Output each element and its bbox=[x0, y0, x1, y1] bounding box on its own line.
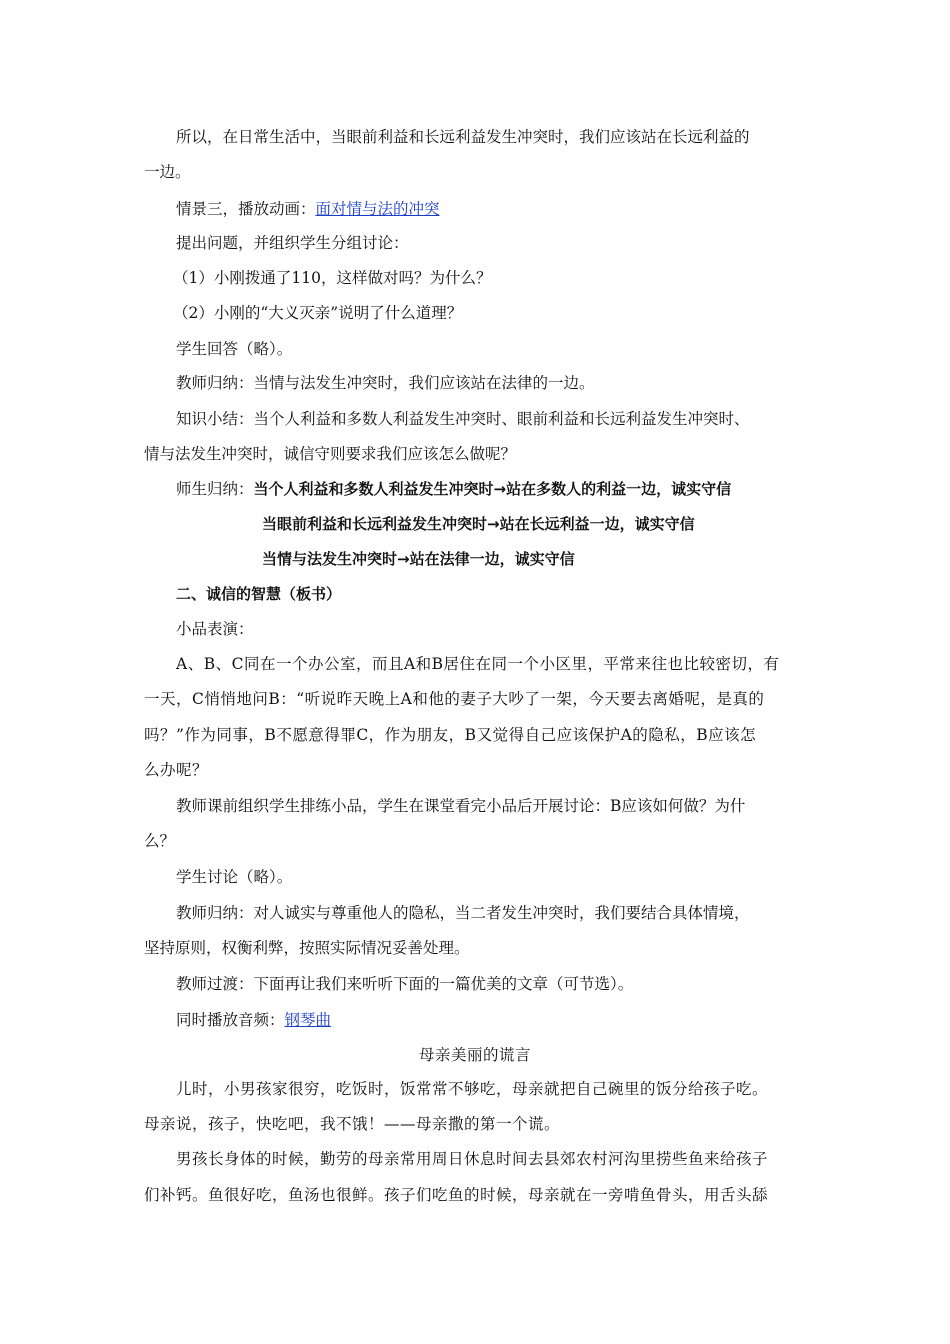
animation-link[interactable]: 面对情与法的冲突 bbox=[315, 200, 440, 218]
student-answer: 学生回答（略）。 bbox=[176, 340, 293, 358]
teacher-summary-line: 教师归纳：对人诚实与尊重他人的隐私，当二者发生冲突时，我们要结合具体情境， bbox=[176, 904, 750, 922]
article-line: 母亲说，孩子，快吃吧，我不饿！——母亲撒的第一个谎。 bbox=[144, 1115, 561, 1133]
scene3-line bbox=[176, 198, 846, 220]
audio-prefix: 同时播放音频： bbox=[176, 1011, 285, 1029]
teacher-org-line: 教师课前组织学生排练小品，学生在课堂看完小品后开展讨论：B应该如何做？为什 bbox=[176, 797, 746, 815]
skit-line: 一天，C悄悄地问B：“听说昨天晚上A和他的妻子大吵了一架，今天要去离婚呢，是真的 bbox=[144, 690, 765, 708]
paragraph-line: 一边。 bbox=[144, 163, 191, 181]
skit-label: 小品表演： bbox=[176, 620, 254, 638]
scene3-prefix: 情景三，播放动画： bbox=[176, 200, 316, 218]
teacher-summary-line: 坚持原则，权衡利弊，按照实际情况妥善处理。 bbox=[144, 939, 470, 957]
article-line: 儿时，小男孩家很穷，吃饭时，饭常常不够吃，母亲就把自己碗里的饭分给孩子吃。 bbox=[176, 1080, 769, 1098]
audio-line bbox=[176, 1009, 846, 1031]
knowledge-summary-line: 情与法发生冲突时，诚信守则要求我们应该怎么做呢？ bbox=[144, 445, 517, 463]
audio-link[interactable]: 钢琴曲 bbox=[284, 1011, 332, 1029]
teacher-org-line: 么？ bbox=[144, 832, 176, 850]
student-discussion: 学生讨论（略）。 bbox=[176, 868, 293, 886]
question-intro: 提出问题，并组织学生分组讨论： bbox=[176, 234, 409, 252]
section-heading: 二、诚信的智慧（板书） bbox=[176, 585, 342, 603]
skit-line: 么办呢？ bbox=[144, 761, 209, 779]
summary-bold-line: 当眼前利益和长远利益发生冲突时→站在长远利益一边，诚实守信 bbox=[262, 515, 695, 533]
article-title: 母亲美丽的谎言 bbox=[418, 1046, 531, 1064]
article-line: 男孩长身体的时候，勤劳的母亲常用周日休息时间去县郊农村河沟里捞些鱼来给孩子 bbox=[176, 1150, 769, 1168]
skit-line: 吗？”作为同事，B不愿意得罪C，作为朋友，B又觉得自己应该保护A的隐私，B应该怎 bbox=[144, 726, 757, 744]
paragraph-line: 所以，在日常生活中，当眼前利益和长远利益发生冲突时，我们应该站在长远利益的 bbox=[176, 128, 750, 146]
teacher-summary: 教师归纳：当情与法发生冲突时，我们应该站在法律的一边。 bbox=[176, 374, 595, 392]
knowledge-summary-line: 知识小结：当个人利益和多数人利益发生冲突时、眼前利益和长远利益发生冲突时、 bbox=[176, 410, 750, 428]
skit-line: A、B、C同在一个办公室，而且A和B居住在同一个小区里，平常来往也比较密切，有 bbox=[176, 655, 780, 673]
summary-bold-line bbox=[176, 478, 846, 500]
article-line: 们补钙。鱼很好吃，鱼汤也很鲜。孩子们吃鱼的时候，母亲就在一旁啃鱼骨头，用舌头舔 bbox=[144, 1186, 769, 1204]
summary-prefix: 师生归纳： bbox=[176, 480, 254, 498]
summary-bold-line: 当情与法发生冲突时→站在法律一边，诚实守信 bbox=[262, 550, 575, 568]
summary-bold-text: 当个人利益和多数人利益发生冲突时→站在多数人的利益一边，诚实守信 bbox=[253, 480, 732, 498]
teacher-transition: 教师过渡：下面再让我们来听听下面的一篇优美的文章（可节选）。 bbox=[176, 975, 634, 993]
question-2: （2）小刚的“大义灭亲”说明了什么道理？ bbox=[173, 304, 463, 322]
question-1: （1）小刚拨通了110，这样做对吗？为什么？ bbox=[173, 269, 492, 287]
